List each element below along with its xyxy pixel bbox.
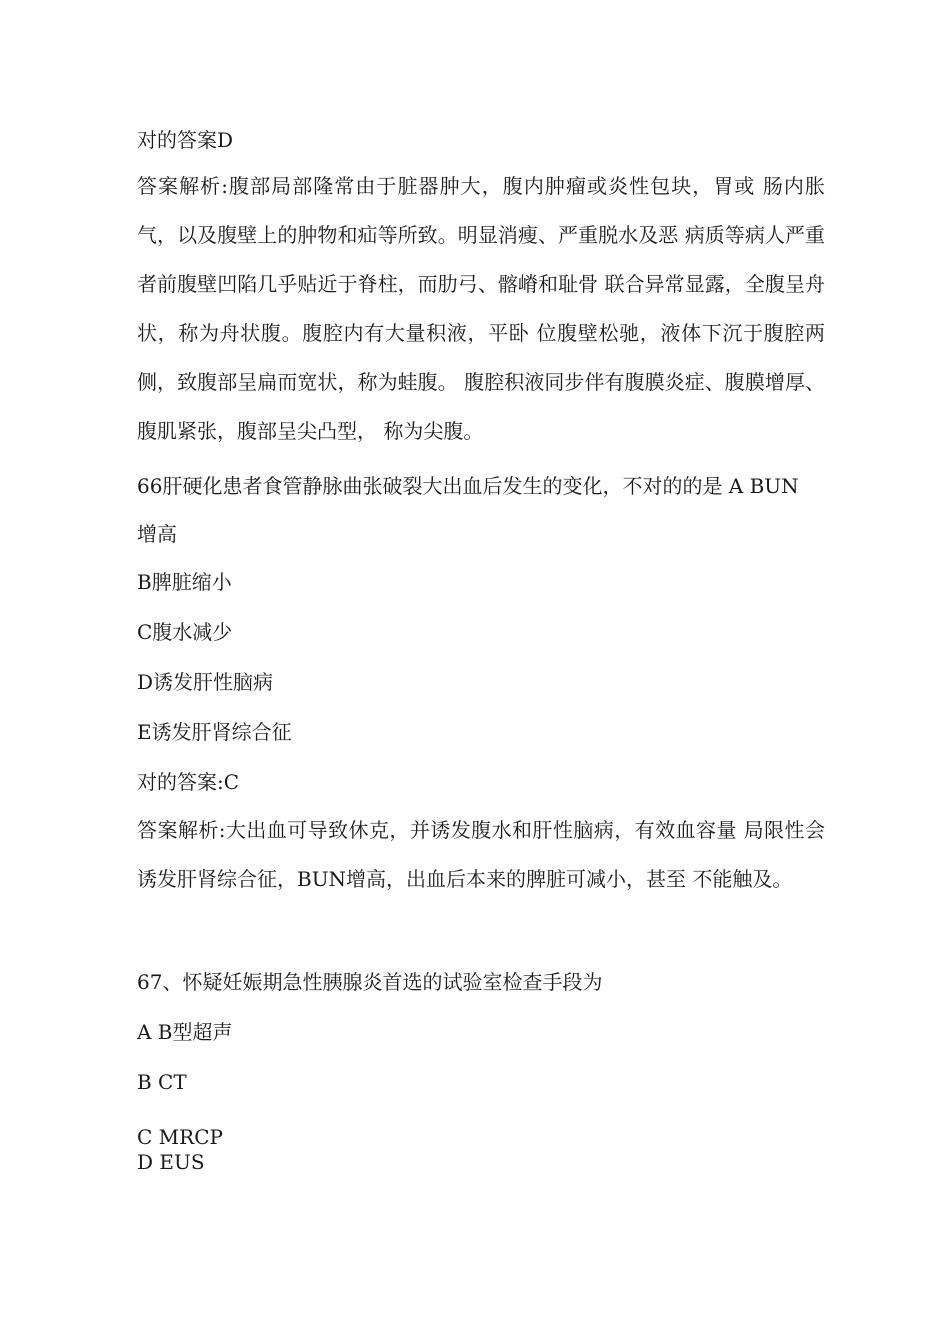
q65-answer: 对的答案D bbox=[137, 128, 234, 152]
q66-answer: 对的答案:C bbox=[137, 770, 240, 794]
q66-option-b: B脾脏缩小 bbox=[137, 570, 232, 594]
q66-stem-line2: 增高 bbox=[137, 522, 177, 546]
q67-option-d: D EUS bbox=[137, 1150, 205, 1174]
q66-explanation: 答案解析:大出血可导致休克，并诱发腹水和肝性脑病，有效血容量 局限性会诱发肝肾综合征，BUN增高，出血后本来的脾脏可减小，甚至 不能触及。 bbox=[137, 818, 825, 891]
q67-option-b: B CT bbox=[137, 1070, 187, 1094]
q66-option-c: C腹水减少 bbox=[137, 620, 233, 644]
q67-option-c: C MRCP bbox=[137, 1125, 223, 1149]
q66-option-e: E诱发肝肾综合征 bbox=[137, 720, 292, 744]
q67-option-a: A B型超声 bbox=[137, 1020, 233, 1044]
q66-stem-line1: 66肝硬化患者食管静脉曲张破裂大出血后发生的变化，不对的的是 A BUN bbox=[137, 474, 799, 498]
q67-stem: 67、怀疑妊娠期急性胰腺炎首选的试验室检查手段为 bbox=[137, 970, 603, 994]
q66-option-d: D诱发肝性脑病 bbox=[137, 670, 274, 694]
q65-explanation: 答案解析:腹部局部隆常由于脏器肿大，腹内肿瘤或炎性包块，胃或 肠内胀气，以及腹壁上的肿物和疝等所致。明显消瘦、严重脱水及恶 病质等病人严重者前腹壁凹陷几乎贴近于脊柱，而肋弓、髂嵴和耻骨 联合异常显露，全腹呈舟状，称为舟状腹。腹腔内有大量积液，平卧 位腹壁松驰，液体下沉于腹腔两侧，致腹部呈扁而宽状，称为蛙腹。 腹腔积液同步伴有腹膜炎症、腹膜增厚、腹肌紧张，腹部呈尖凸型， 称为尖腹。 bbox=[137, 174, 825, 443]
